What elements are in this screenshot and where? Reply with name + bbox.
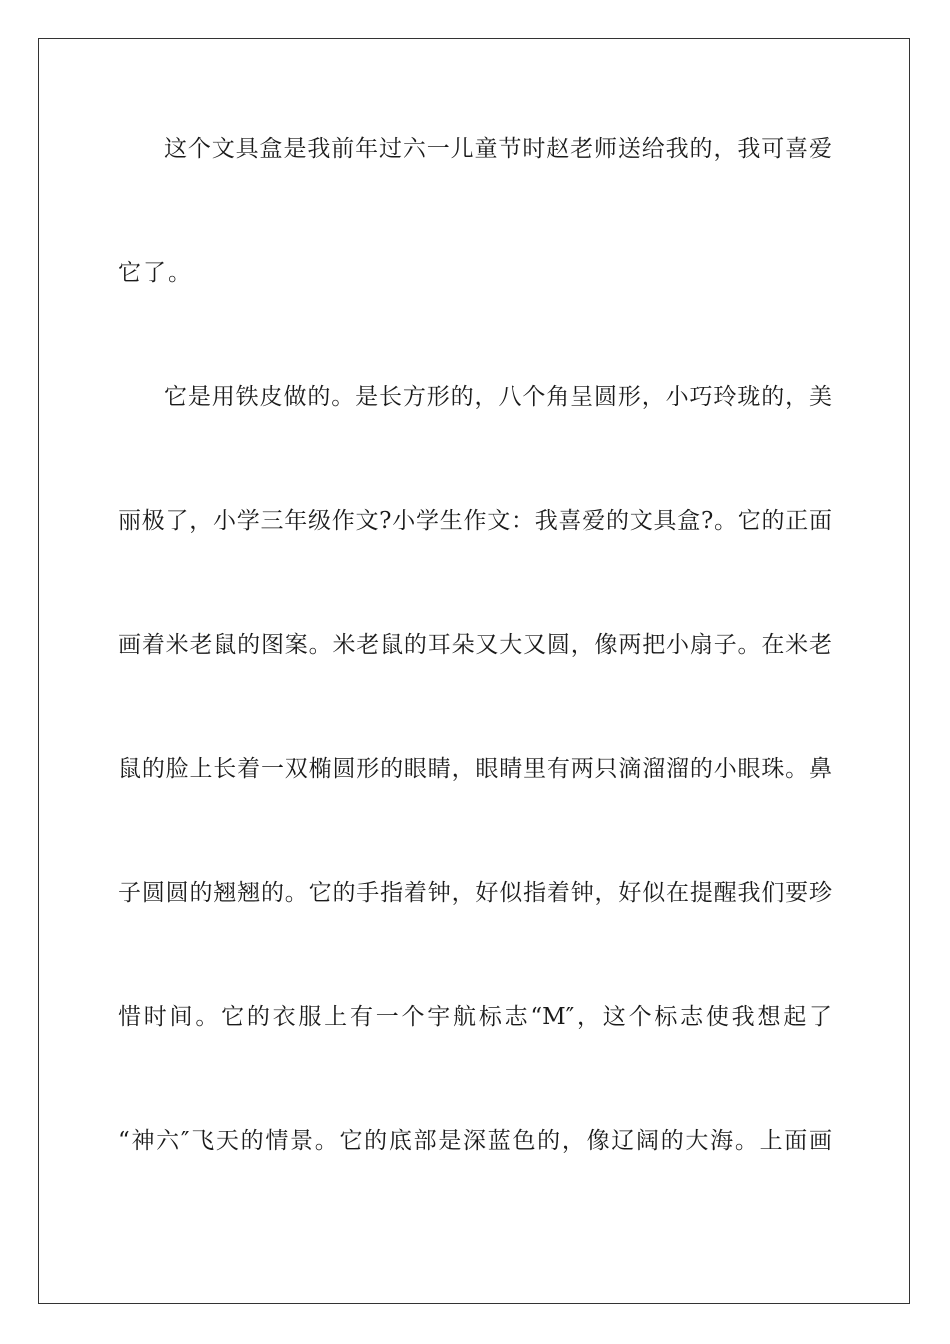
page-border [38,38,910,1304]
paragraph-2-line-6: 惜时间。它的衣服上有一个宇航标志“M″，这个标志使我想起了 [118,1004,832,1030]
paragraph-2-line-3: 画着米老鼠的图案。米老鼠的耳朵又大又圆，像两把小扇子。在米老 [118,632,832,658]
paragraph-2-line-2: 丽极了，小学三年级作文?小学生作文：我喜爱的文具盒?。它的正面 [118,508,832,534]
paragraph-2-line-4: 鼠的脸上长着一双椭圆形的眼睛，眼睛里有两只滴溜溜的小眼珠。鼻 [118,756,832,782]
paragraph-1-line-2: 它了。 [118,260,193,286]
paragraph-1-line-1: 这个文具盒是我前年过六一儿童节时赵老师送给我的，我可喜爱 [164,136,832,162]
paragraph-2-line-7: “神六″飞天的情景。它的底部是深蓝色的，像辽阔的大海。上面画 [118,1128,832,1154]
paragraph-2-line-1: 它是用铁皮做的。是长方形的，八个角呈圆形，小巧玲珑的，美 [164,384,832,410]
paragraph-2-line-5: 子圆圆的翘翘的。它的手指着钟，好似指着钟，好似在提醒我们要珍 [118,880,832,906]
